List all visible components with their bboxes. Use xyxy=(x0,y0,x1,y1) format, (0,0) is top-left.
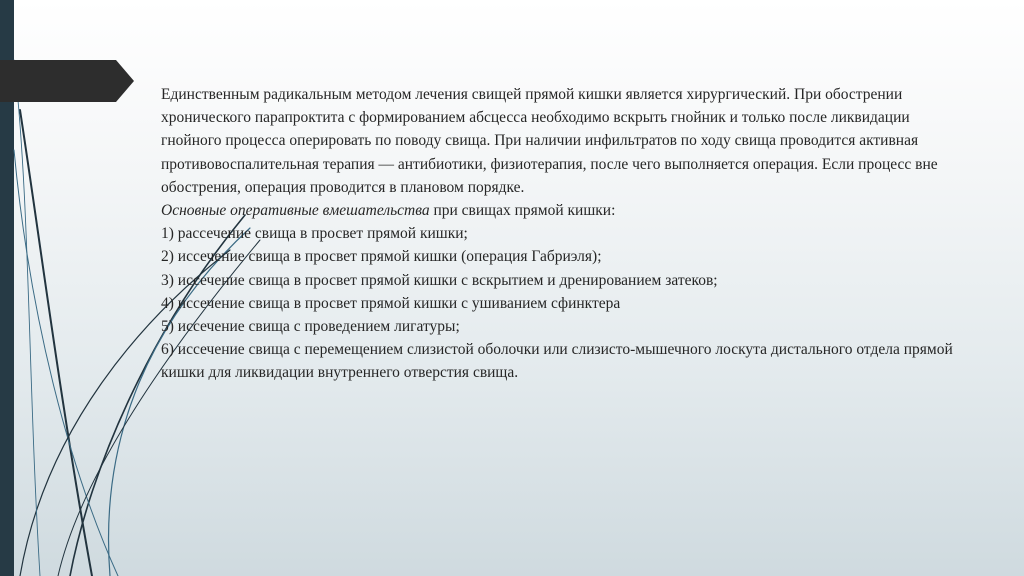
list-item: 5) иссечение свища с проведением лигатуры; xyxy=(161,318,460,336)
intro-paragraph: Единственным радикальным методом лечения свищей прямой кишки является хирургический. При обострении хронического парапроктита с формированием абсцесса необходимо вскрыть гнойник и только после ликвидации гнойного процесса оперировать по поводу свища. При наличии инфильтратов по ходу свища проводится активная противовоспалительная терапия — антибиотики, физиотерапия, после чего выполняется операция. Если процесс вне обострения, операция проводится в плановом порядке. xyxy=(161,86,938,196)
list-item: 3) иссечение свища в просвет прямой кишки с вскрытием и дренированием затеков; xyxy=(161,271,718,289)
list-heading-rest: при свищах прямой кишки: xyxy=(429,202,616,220)
curve-1 xyxy=(20,110,92,576)
list-item: 2) иссечение свища в просвет прямой кишки (операция Габриэля); xyxy=(161,248,602,266)
title-arrow-banner xyxy=(0,60,134,102)
list-heading xyxy=(161,199,961,222)
list-item: 1) рассечение свища в просвет прямой кишки; xyxy=(161,225,468,243)
list-item: 4) иссечение свища в просвет прямой кишки с ушиванием сфинктера xyxy=(161,294,621,312)
curve-4 xyxy=(14,150,118,576)
list-heading-italic: Основные оперативные вмешательства xyxy=(161,202,430,220)
slide-body xyxy=(161,83,961,385)
list-item: 6) иссечение свища с перемещением слизистой оболочки или слизисто-мышечного лоскута дистального отдела прямой кишки для ликвидации внутреннего отверстия свища. xyxy=(161,341,953,382)
curve-6 xyxy=(14,60,40,576)
